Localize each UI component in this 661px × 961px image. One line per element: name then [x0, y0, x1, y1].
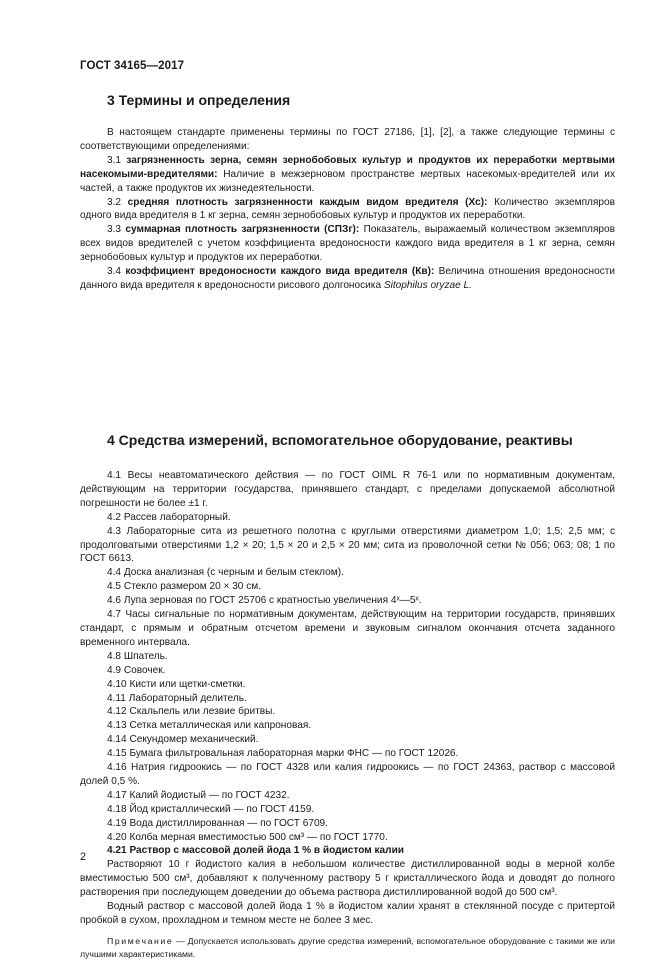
standard-header: ГОСТ 34165—2017	[80, 60, 185, 72]
term-3-4-definition: Величина отношения вредоносности данного вида вредителя к вредоносности рисового долгоносика	[80, 266, 615, 291]
item-4-5: 4.5 Стекло размером 20 × 30 см.	[107, 581, 262, 593]
item-4-21-paragraph-1: Растворяют 10 г йодистого калия в небольшом количестве дистиллированной воды в мерной колбе вместимостью 500 см³, добавляют к полученному раствору 5 г кристаллического йода и доводят до полного растворения при последующем доведении до объема раствора дистиллированной водой до 500 см³.	[80, 859, 615, 899]
note-label: Примечание	[107, 935, 174, 946]
term-3-2-definition: Количество экземпляров одного вида вредителя в 1 кг зерна, семян зернобобовых культур и продуктов их переработки.	[80, 196, 615, 222]
term-3-4-name: коэффициент вредоносности каждого вида вредителя (Кв):	[125, 266, 435, 278]
item-4-20: 4.20 Колба мерная вместимостью 500 см³ — по ГОСТ 1770.	[107, 831, 388, 843]
item-4-4: 4.4 Доска анализная (с черным и белым стеклом).	[107, 567, 344, 579]
section-3-body	[80, 126, 615, 293]
item-4-1: 4.1 Весы неавтоматического действия — по ГОСТ OIML R 76-1 или по нормативным документам, действующим на территории государства, принявшего стандарт, с пределами допускаемой абсолютной погрешности не более ±1 г.	[80, 470, 615, 509]
section-3-intro: В настоящем стандарте применены термины по ГОСТ 27186, [1], [2], а также следующие термины с соответствующими определениями:	[80, 127, 615, 152]
note-text: — Допускается использовать другие средства измерений, вспомогательное оборудование с такими же или лучшими характеристиками.	[80, 935, 615, 959]
item-4-19: 4.19 Вода дистиллированная — по ГОСТ 6709.	[107, 817, 328, 829]
term-3-4: 3.4 коэффициент вредоносности каждого вида вредителя (Кв): Величина отношения вредоносности данного вида вредителя к вредоносности рисового долгоносика Sitophilus oryzae L.	[80, 266, 615, 291]
item-4-12: 4.12 Скальпель или лезвие бритвы.	[107, 706, 276, 718]
section-3-title: 3 Термины и определения	[107, 92, 291, 108]
item-4-9: 4.9 Совочек.	[107, 664, 166, 676]
item-4-18: 4.18 Йод кристаллический — по ГОСТ 4159.	[107, 803, 315, 815]
item-4-14: 4.14 Секундомер механический.	[107, 734, 259, 746]
term-3-4-species: Sitophilus oryzae L.	[383, 279, 472, 291]
item-4-8: 4.8 Шпатель.	[107, 650, 168, 662]
item-4-17: 4.17 Калий йодистый — по ГОСТ 4232.	[107, 789, 290, 801]
term-3-1: 3.1 загрязненность зерна, семян зернобобовых культур и продуктов их переработки мертвыми насекомыми-вредителями: Наличие в межзерновом пространстве мертвых насекомых-вредителей или их частей, а также продуктов их жизнедеятельности.	[80, 154, 615, 194]
item-4-6: 4.6 Лупа зерновая по ГОСТ 25706 с кратностью увеличения 4ˣ—5ˣ.	[107, 595, 422, 607]
term-3-2-name: средняя плотность загрязненности каждым видом вредителя (Xc):	[127, 196, 488, 208]
term-3-1-definition: Наличие в межзерновом пространстве мертвых насекомых-вредителей или их частей, а также продуктов их жизнедеятельности.	[80, 168, 615, 194]
term-3-1-name: загрязненность зерна, семян зернобобовых культур и продуктов их переработки мертвыми насекомыми-вредителями:	[80, 154, 615, 180]
item-4-16: 4.16 Натрия гидроокись — по ГОСТ 4328 или калия гидроокись — по ГОСТ 24363, раствор с массовой долей 0,5 %.	[80, 762, 615, 787]
item-4-10: 4.10 Кисти или щетки-сметки.	[107, 678, 246, 690]
item-4-11: 4.11 Лабораторный делитель.	[107, 692, 247, 704]
item-4-13: 4.13 Сетка металлическая или капроновая.	[107, 720, 312, 732]
section-4-body	[80, 469, 615, 961]
item-4-15: 4.15 Бумага фильтровальная лабораторная марки ФНС — по ГОСТ 12026.	[107, 748, 459, 760]
term-3-2: 3.2 средняя плотность загрязненности каждым видом вредителя (Xc): Количество экземпляров одного вида вредителя в 1 кг зерна, семян зернобобовых культур и продуктов их переработки.	[80, 196, 615, 222]
term-3-3-definition: Показатель, выражаемый количеством экземпляров всех видов вредителей с учетом коэффициента вредоносности каждого вида вредителя в 1 кг зерна, семян зернобобовых культур и продуктов их переработки.	[80, 224, 615, 264]
term-3-3: 3.3 суммарная плотность загрязненности (СПЗг): Показатель, выражаемый количеством экземпляров всех видов вредителей с учетом коэффициента вредоносности каждого вида вредителя в 1 кг зерна, семян зернобобовых культур и продуктов их переработки.	[80, 224, 615, 264]
item-4-2: 4.2 Рассев лабораторный.	[107, 511, 231, 523]
page-number: 2	[80, 851, 87, 863]
note	[80, 935, 615, 961]
section-4-title: 4 Средства измерений, вспомогательное оборудование, реактивы	[107, 432, 573, 448]
term-3-3-name: суммарная плотность загрязненности (СПЗг):	[125, 224, 360, 236]
item-4-7: 4.7 Часы сигнальные по нормативным документам, действующим на территории государств, принявших стандарт, с прямым и обратным отсчетом времени и звуковым сигналом окончания отсчета заданного временного интервала.	[80, 609, 615, 648]
item-4-21-title: 4.21 Раствор с массовой долей йода 1 % в йодистом калии	[107, 845, 404, 857]
item-4-21-paragraph-2: Водный раствор с массовой долей йода 1 % в йодистом калии хранят в стеклянной посуде с притертой пробкой в сухом, прохладном и темном месте не более 3 мес.	[80, 901, 615, 926]
item-4-3: 4.3 Лабораторные сита из решетного полотна с круглыми отверстиями диаметром 1,0; 1,5; 2,5 мм; с продолговатыми отверстиями 1,2 × 20; 1,5 × 20 и 2,5 × 20 мм; сита из проволочной сетки № 056; 063; 08; 1 по ГОСТ 6613.	[80, 525, 615, 565]
